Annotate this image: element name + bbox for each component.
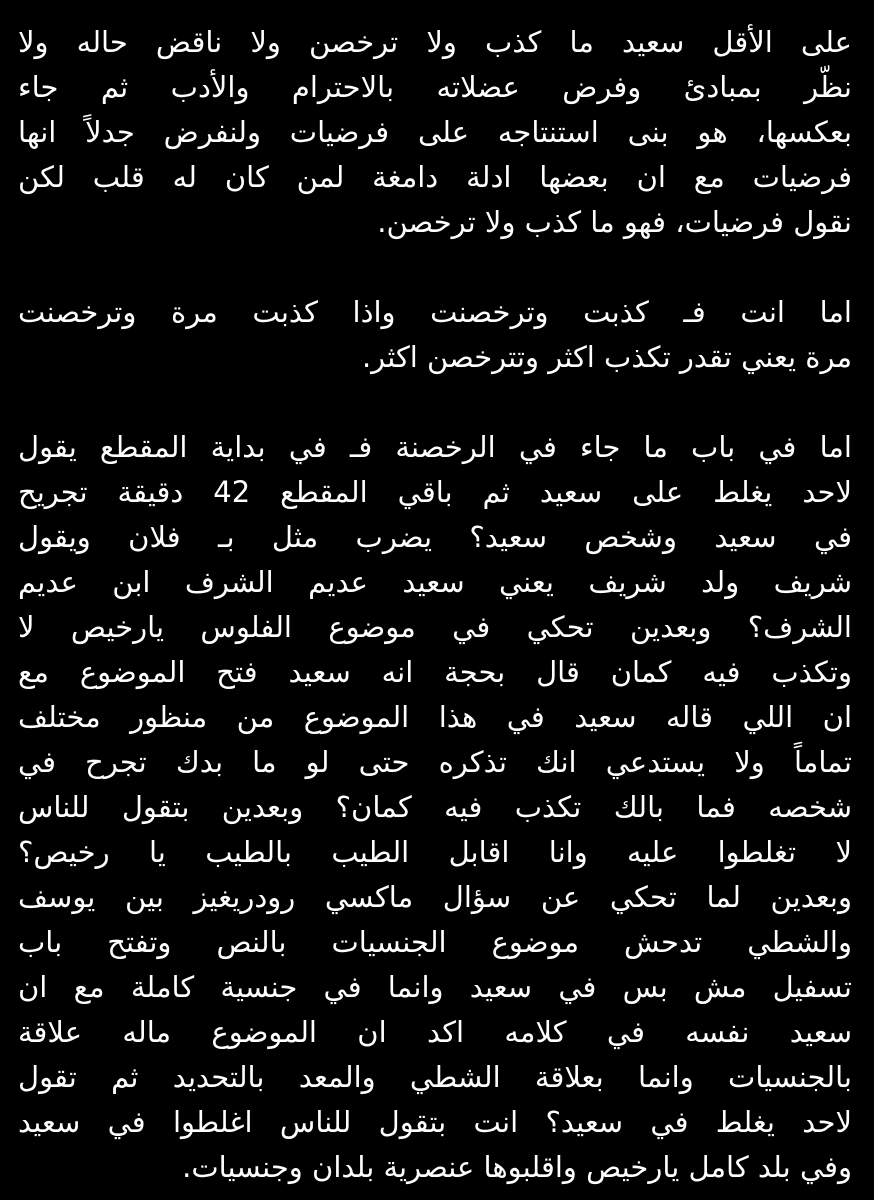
- text-line: تسفيل مش بس في سعيد وانما في جنسية كاملة مع ان: [18, 970, 852, 1004]
- paragraph-spacer: [18, 380, 852, 425]
- text-line: نظّر بمبادئ وفرض عضلاته بالاحترام والأدب ثم جاء: [18, 70, 852, 104]
- text-line: سعيد نفسه في كلامه اكد ان الموضوع ماله علاقة: [18, 1015, 852, 1049]
- text-line: الشرف؟ وبعدين تحكي في موضوع الفلوس يارخيص لا: [18, 610, 852, 644]
- text-line: وبعدين لما تحكي عن سؤال ماكسي رودريغيز بين يوسف: [18, 880, 852, 914]
- document-body: [18, 20, 852, 1200]
- text-line: نقول فرضيات، فهو ما كذب ولا ترخصن.: [377, 205, 852, 239]
- text-line: وتكذب فيه كمان قال بحجة انه سعيد فتح الموضوع مع: [18, 655, 852, 689]
- text-line: في سعيد وشخص سعيد؟ يضرب مثل بـ فلان ويقول: [18, 520, 852, 554]
- text-line: لاحد يغلط على سعيد ثم باقي المقطع 42 دقيقة تجريح: [18, 475, 853, 509]
- text-line: لا تغلطوا عليه وانا اقابل الطيب بالطيب يا رخيص؟: [18, 835, 852, 869]
- text-line: اما انت فـ كذبت وترخصنت واذا كذبت مرة وترخصنت: [18, 295, 852, 329]
- text-line: والشطي تدحش موضوع الجنسيات بالنص وتفتح باب: [18, 925, 852, 959]
- text-line: فرضيات مع ان بعضها ادلة دامغة لمن كان له قلب لكن: [18, 160, 852, 194]
- paragraph-spacer: [18, 245, 852, 290]
- text-line: على الأقل سعيد ما كذب ولا ترخصن ولا ناقض حاله ولا: [18, 25, 852, 59]
- text-line: ان اللي قاله سعيد في هذا الموضوع من منظور مختلف: [18, 700, 852, 734]
- paragraph-2: [18, 290, 852, 380]
- text-line: لاحد يغلط في سعيد؟ انت بتقول للناس اغلطوا في سعيد: [18, 1105, 852, 1139]
- text-line: شخصه فما بالك تكذب فيه كمان؟ وبعدين بتقول للناس: [18, 790, 852, 824]
- text-line: بالجنسيات وانما بعلاقة الشطي والمعد بالتحديد ثم تقول: [18, 1060, 852, 1094]
- paragraph-3: [18, 425, 852, 1190]
- paragraph-1: [18, 20, 852, 245]
- text-line: شريف ولد شريف يعني سعيد عديم الشرف ابن عديم: [18, 565, 852, 599]
- text-line: وفي بلد كامل يارخيص واقلبوها عنصرية بلدان وجنسيات.: [182, 1150, 852, 1184]
- text-line: مرة يعني تقدر تكذب اكثر وتترخصن اكثر.: [361, 340, 852, 374]
- text-line: اما في باب ما جاء في الرخصنة فـ في بداية المقطع يقول: [18, 430, 852, 464]
- text-line: بعكسها، هو بنى استنتاجه على فرضيات ولنفرض جدلاً انها: [18, 115, 852, 149]
- text-line: تماماً ولا يستدعي انك تذكره حتى لو ما بدك تجرح في: [18, 745, 852, 779]
